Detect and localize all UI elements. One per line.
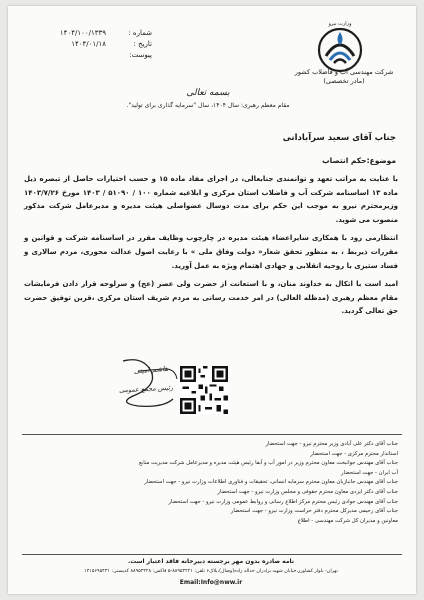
letter-number-value: ۱۴۰۴/۱۰۰/۱۳۳۹ bbox=[59, 29, 106, 37]
recipient-name: جناب آقای سعید سرآبادانی bbox=[282, 133, 396, 143]
footer-email[interactable]: Email:Info@nww.ir bbox=[179, 579, 243, 586]
cc-item: جناب آقای رحیمی مدیرکل محترم دفتر حراست وزارت نیرو - جهت استحضار bbox=[230, 508, 398, 515]
letter-body bbox=[24, 173, 398, 324]
letter-date-value: ۱۴۰۴/۰۱/۱۸ bbox=[71, 40, 106, 48]
footer-address: تهران- بلوار کشاورز،خیابان شهید برادران حداله زاده(وصال)،پلاک۶ تلفن: ۸۸۹۵۳۲۲۱-۵ فاکس: ۸۸۹۵۳۲۲۸ کدپستی: ۱۴۱۵۶۹۵۴۳۱ bbox=[84, 569, 338, 574]
ministry-label: وزارت نیرو bbox=[328, 21, 352, 27]
signatory-title: رئیس مجمع عمومی bbox=[118, 383, 174, 395]
org-subtitle: (مادر تخصصی) bbox=[323, 77, 365, 85]
cc-item: جناب آقای مهندس جوادی رئیس محترم مرکز اطلاع رسانی و روابط عمومی وزارت نیرو - جهت استحضار bbox=[168, 498, 398, 505]
cc-item: جناب آقای دکتر علی آبادی وزیر محترم نیرو - جهت استحضار bbox=[265, 441, 398, 447]
footer-divider bbox=[22, 554, 402, 555]
cc-item: آب ایران - جهت استحضار bbox=[341, 469, 398, 476]
letter-attachment-label: پیوست: bbox=[129, 51, 152, 59]
cc-divider bbox=[22, 434, 402, 435]
bismillah-heading: بسمه تعالی bbox=[186, 88, 230, 98]
org-name-block bbox=[284, 68, 404, 86]
letter-attachment-row bbox=[22, 50, 152, 61]
letter-date-row bbox=[22, 39, 152, 50]
cc-item: معاونین و مدیران کل شرکت مهندسی - اطلاع bbox=[297, 517, 398, 524]
cc-item: جناب آقای مهندس جانبازیان معاون محترم سرمایه انسانی، تحقیقات و فناوری اطلاعات وزارت نیرو - جهت استحضار bbox=[144, 479, 398, 486]
body-paragraph-1: با عنایت به مراتب تعهد و توانمندی جنابعالی، در اجرای مفاد ماده ۱۵ و حسب اختیارات حاصل از تبصره ذیل ماده ۱۳ اساسنامه شرکت آب و فاضلاب استان مرکزی و ابلاغیه شماره ۱۰۰ / ۵۱۰۹۰ / ۱۴۰۳ مورخ ۱۴۰۳/۷/۲۶ وزیرمحترم نیرو به موجب این حکم برای مدت دوسال عضواصلی هیئت مدیره و مدیرعامل شرکت مذکور منصوب می شوید. bbox=[24, 175, 399, 224]
letter-number-label: شماره : bbox=[128, 29, 152, 37]
letter-page bbox=[8, 6, 416, 594]
letter-date-label: تاریخ : bbox=[133, 40, 152, 48]
footer-validity-note: نامه صادره بدون مهر برجسته دبیرخانه فاقد اعتبار است. bbox=[127, 558, 295, 565]
body-paragraph-2: انتظارمی رود با همکاری سایراعضاء هیئت مدیره در چارچوب وظایف مقرر در اساسنامه شرکت و قوانین و مقررات ذیربط ، به منظور تحقق شعار« دولت وفاق ملی » با رعایت اصول عدالت محوری، مردم سالاری و فساد ستیزی با روحیه انقلابی و جهادی اهتمام ویژه به عمل آورید. bbox=[24, 234, 398, 270]
body-paragraph-3: امید است با اتکال به خداوند منان، و با استعانت از حضرت ولی عصر (عج) و سرلوحه قرار دادن فرمایشات مقام معظم رهبری (مدظله العالی) در امر خدمت رسانی به مردم شریف استان مرکزی ،قرین توفیق حضرت حق تعالی گردید. bbox=[24, 280, 398, 316]
cc-list bbox=[24, 440, 398, 526]
letter-subject: موضوع:حکم انتصاب bbox=[322, 156, 396, 165]
qr-code-icon bbox=[180, 366, 228, 414]
year-slogan: مقام معظم رهبری: سال ۱۴۰۴، سال "سرمایه گذاری برای تولید". bbox=[126, 102, 290, 109]
org-name: شرکت مهندسی آب و فاضلاب کشور bbox=[294, 68, 394, 76]
cc-item: جناب آقای دکتر ایزدی معاون محترم حقوقی و مجلس وزارت نیرو - جهت استحضار bbox=[217, 488, 398, 495]
cc-item: جناب آقای مهندس جوانبخت معاون محترم وزیر در امور آب و آبفا رئیس هیئت مدیره و مدیرعامل شرکت مدیریت منابع bbox=[138, 460, 398, 467]
letter-meta bbox=[22, 28, 152, 61]
signatory-name: هاشم امینی bbox=[133, 364, 169, 376]
cc-item: استاندار محترم مرکزی - جهت استحضار bbox=[310, 450, 398, 457]
letter-number-row bbox=[22, 28, 152, 39]
